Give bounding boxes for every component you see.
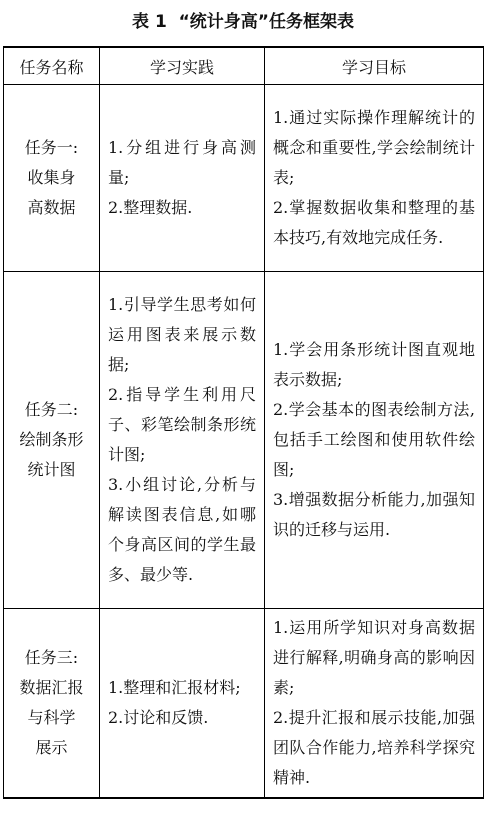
goals-cell: [265, 609, 484, 799]
task-name-line: 展示: [35, 738, 68, 757]
goal-item: 1.通过实际操作理解统计的概念和重要性,学会绘制统计表;: [273, 108, 475, 187]
goal-item: 2.提升汇报和展示技能,加强团队合作能力,培养科学探究精神.: [273, 708, 475, 787]
practice-item: 1.整理和汇报材料;: [108, 678, 241, 697]
task-name-line: 绘制条形: [19, 430, 84, 449]
goal-item: 2.学会基本的图表绘制方法,包括手工绘图和使用软件绘图;: [273, 400, 475, 479]
practice-cell: [100, 85, 265, 272]
goals-cell: [265, 85, 484, 272]
practice-cell: [100, 272, 265, 609]
goal-item: 1.运用所学知识对身高数据进行解释,明确身高的影响因素;: [273, 618, 475, 697]
task-framework-table: [3, 46, 484, 799]
goals-cell: [265, 272, 484, 609]
table-row: [4, 609, 484, 799]
task-name-cell: [4, 85, 100, 272]
practice-item: 1.引导学生思考如何运用图表来展示数据;: [108, 295, 256, 374]
table-row: [4, 272, 484, 609]
table-header-row: [4, 47, 484, 85]
table-title: 表 1 “统计身高”任务框架表: [132, 12, 354, 32]
practice-item: 1.分组进行身高测量;: [108, 138, 256, 187]
task-name-line: 高数据: [27, 198, 76, 217]
task-name-line: 与科学: [27, 708, 76, 727]
task-name-line: 任务三:: [24, 648, 79, 667]
practice-item: 3.小组讨论,分析与解读图表信息,如哪个身高区间的学生最多、最少等.: [108, 475, 256, 584]
practice-item: 2.讨论和反馈.: [108, 708, 209, 727]
header-goals: 学习目标: [265, 47, 484, 85]
practice-item: 2.整理数据.: [108, 198, 193, 217]
header-practice: 学习实践: [100, 47, 265, 85]
task-name-line: 数据汇报: [19, 678, 84, 697]
goal-item: 1.学会用条形统计图直观地表示数据;: [273, 340, 475, 389]
task-name-line: 任务一:: [24, 138, 79, 157]
header-task-name: 任务名称: [4, 47, 100, 85]
task-name-cell: [4, 272, 100, 609]
task-name-line: 收集身: [27, 168, 76, 187]
task-name-line: 任务二:: [24, 400, 79, 419]
practice-cell: [100, 609, 265, 799]
task-name-line: 统计图: [27, 460, 76, 479]
table-row: [4, 85, 484, 272]
goal-item: 2.掌握数据收集和整理的基本技巧,有效地完成任务.: [273, 198, 475, 247]
goal-item: 3.增强数据分析能力,加强知识的迁移与运用.: [273, 490, 475, 539]
practice-item: 2.指导学生利用尺子、彩笔绘制条形统计图;: [108, 385, 256, 464]
task-name-cell: [4, 609, 100, 799]
